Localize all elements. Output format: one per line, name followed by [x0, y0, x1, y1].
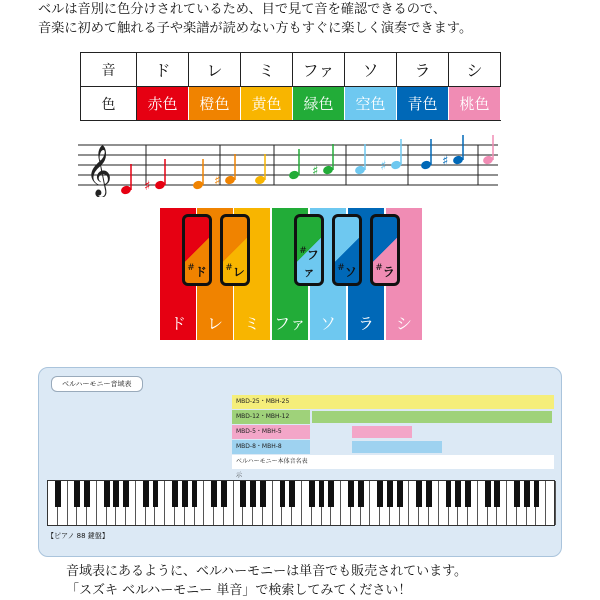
black-key	[416, 481, 422, 507]
note-head	[120, 185, 132, 196]
note-cell: ミ	[241, 53, 293, 87]
sharp-mark: #	[299, 246, 307, 256]
note-cell: レ	[189, 53, 241, 87]
sharp-bell	[182, 214, 212, 286]
black-key	[280, 481, 286, 507]
note-cell: ソ	[345, 53, 397, 87]
sharp-label: ソ	[344, 265, 357, 279]
black-key	[455, 481, 461, 507]
sharp-label: ラ	[382, 265, 395, 279]
bell-label: レ	[206, 314, 223, 333]
note-head	[354, 165, 366, 176]
intro-line-2: 音楽に初めて触れる子や楽譜が読めない方もすぐに楽しく演奏できます。	[38, 21, 473, 36]
bell-illustration	[160, 208, 422, 340]
range-row	[232, 425, 554, 439]
note-head	[254, 175, 266, 186]
sharp-sign: ♯	[380, 159, 387, 174]
keyboard-label: 【ピアノ 88 鍵盤】	[47, 532, 109, 540]
black-key	[55, 481, 61, 507]
sharp-sign: ♯	[312, 164, 319, 179]
black-key	[289, 481, 295, 507]
treble-clef-icon: 𝄞	[86, 145, 113, 196]
range-bar	[352, 426, 412, 438]
note-head	[224, 175, 236, 186]
sharp-mark: #	[337, 263, 345, 273]
black-key	[348, 481, 354, 507]
sharp-bell	[370, 214, 400, 286]
bell-label: ファ	[274, 314, 306, 333]
sharp-sign: ♯	[214, 174, 221, 189]
black-key	[221, 481, 227, 507]
bell-label: ラ	[357, 314, 374, 333]
black-key	[182, 481, 188, 507]
sharp-sign: ♯	[442, 154, 449, 169]
piano-keyboard	[47, 480, 555, 526]
note-head	[322, 165, 334, 176]
bell-label: シ	[395, 314, 412, 333]
sharp-bell	[332, 214, 362, 286]
black-key	[172, 481, 178, 507]
black-key	[485, 481, 491, 507]
keyboard-label-text: ピアノ 88 鍵盤	[54, 532, 102, 540]
color-row	[81, 87, 501, 121]
note-head	[482, 155, 494, 166]
black-key	[240, 481, 246, 507]
note-head	[420, 160, 432, 171]
outro-line-2: 「スズキ ベルハーモニー 単音」で検索してみてください！	[66, 583, 412, 598]
sharp-mark: #	[375, 263, 383, 273]
black-key	[123, 481, 129, 507]
range-table	[232, 395, 554, 479]
black-key	[387, 481, 393, 507]
note-cell: シ	[449, 53, 501, 87]
color-cell: 桃色	[449, 87, 501, 121]
color-cell: 赤色	[137, 87, 189, 121]
black-key	[534, 481, 540, 507]
sharp-mark: #	[187, 263, 195, 273]
color-cell: 緑色	[293, 87, 345, 121]
range-panel-title: ベルハーモニー音域表	[51, 376, 143, 392]
color-cell: 橙色	[189, 87, 241, 121]
outro-line-1: 音域表にあるように、ベルハーモニーは単音でも販売されています。	[66, 564, 468, 579]
black-key	[153, 481, 159, 507]
range-row-name: MBD-5・MBH-5	[232, 425, 310, 439]
range-row	[232, 455, 554, 479]
note-row	[81, 53, 501, 87]
note-row-header: 音	[81, 53, 137, 87]
range-row	[232, 395, 554, 409]
black-key	[377, 481, 383, 507]
color-row-header: 色	[81, 87, 137, 121]
intro-text	[38, 0, 578, 38]
black-key	[494, 481, 500, 507]
outro-text	[66, 562, 566, 600]
note-head	[390, 160, 402, 171]
black-key	[426, 481, 432, 507]
black-key	[192, 481, 198, 507]
range-row-name: ベルハーモニー本体音名表示	[236, 458, 308, 479]
sharp-sign: ♯	[144, 179, 151, 194]
intro-line-1: ベルは音別に色分けされているため、目で見て音を確認できるので、	[38, 2, 447, 17]
black-key	[113, 481, 119, 507]
black-key	[397, 481, 403, 507]
bell-label: ド	[169, 314, 186, 333]
sharp-bell	[294, 214, 324, 286]
black-key	[328, 481, 334, 507]
black-key	[143, 481, 149, 507]
black-key	[309, 481, 315, 507]
black-key	[514, 481, 520, 507]
range-row-name: MBD-25・MBH-25	[236, 398, 290, 405]
black-key	[465, 481, 471, 507]
note-cell: ラ	[397, 53, 449, 87]
note-head	[452, 155, 464, 166]
note-head	[288, 170, 300, 181]
sharp-label: ド	[194, 265, 207, 279]
range-bar	[312, 411, 552, 423]
black-key	[524, 481, 530, 507]
black-key	[211, 481, 217, 507]
range-row-name: MBD-12・MBH-12	[232, 410, 310, 424]
white-key	[546, 481, 556, 525]
black-key	[319, 481, 325, 507]
black-key	[250, 481, 256, 507]
black-key	[74, 481, 80, 507]
range-row-name: MBD-8・MBH-8	[232, 440, 310, 454]
color-cell: 黄色	[241, 87, 293, 121]
music-staff	[78, 135, 508, 197]
sharp-mark: #	[225, 263, 233, 273]
note-cell: ド	[137, 53, 189, 87]
black-key	[260, 481, 266, 507]
note-head	[154, 180, 166, 191]
range-bar	[352, 441, 442, 453]
range-panel	[38, 367, 562, 557]
black-key	[446, 481, 452, 507]
range-row	[232, 440, 554, 454]
note-head	[192, 180, 204, 191]
color-cell: 青色	[397, 87, 449, 121]
black-key	[358, 481, 364, 507]
black-key	[104, 481, 110, 507]
sharp-label: ファ	[302, 248, 319, 279]
color-table	[80, 52, 501, 121]
sharp-label: レ	[232, 265, 245, 279]
note-cell: ファ	[293, 53, 345, 87]
bell-label: ミ	[243, 314, 260, 333]
sharp-bell	[220, 214, 250, 286]
range-row	[232, 410, 554, 424]
black-key	[84, 481, 90, 507]
bell-label: ソ	[319, 314, 336, 333]
color-cell: 空色	[345, 87, 397, 121]
